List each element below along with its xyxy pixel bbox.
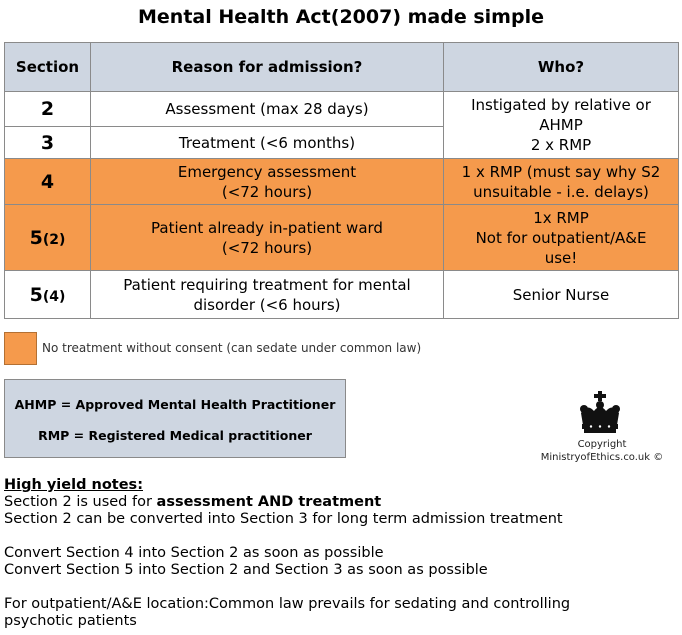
note-line: Section 2 is used for assessment AND treatment (4, 494, 382, 510)
table-row (5, 271, 679, 319)
header-who: Who? (444, 43, 679, 92)
note-line: Section 2 can be converted into Section 3 for long term admission treatment (4, 511, 563, 527)
who-cell: 1 x RMP (must say why S2 unsuitable - i.e. delays) (444, 159, 679, 205)
reason-cell: Emergency assessment (<72 hours) (91, 159, 444, 205)
notes-heading: High yield notes: (4, 477, 143, 493)
who-cell: Senior Nurse (444, 271, 679, 319)
crown-icon (577, 391, 623, 435)
definition-ahmp: AHMP = Approved Mental Health Practitioner (14, 397, 336, 412)
note-line: For outpatient/A&E location:Common law prevails for sedating and controlling (4, 596, 571, 612)
table-row (5, 205, 679, 271)
section-number: 5(2) (5, 205, 91, 271)
note-line: Convert Section 5 into Section 2 and Section 3 as soon as possible (4, 562, 488, 578)
section-number: 4 (5, 159, 91, 205)
note-line: psychotic patients (4, 613, 137, 629)
section-number: 5(4) (5, 271, 91, 319)
mha-sections-table (4, 42, 679, 319)
reason-cell: Assessment (max 28 days) (91, 92, 444, 127)
table-row (5, 92, 679, 127)
definitions-box (4, 379, 346, 458)
note-line: Convert Section 4 into Section 2 as soon as possible (4, 545, 384, 561)
reason-cell: Patient requiring treatment for mental disorder (<6 hours) (91, 271, 444, 319)
section-number: 2 (5, 92, 91, 127)
high-yield-notes (4, 477, 678, 630)
definition-rmp: RMP = Registered Medical practitioner (38, 428, 312, 443)
reason-cell: Treatment (<6 months) (91, 127, 444, 159)
page-title: Mental Health Act(2007) made simple (138, 6, 544, 28)
table-row (5, 159, 679, 205)
header-section: Section (5, 43, 91, 92)
section-number: 3 (5, 127, 91, 159)
copyright-note: Copyright MinistryofEthics.co.uk © (540, 439, 664, 463)
header-reason: Reason for admission? (91, 43, 444, 92)
legend-label: No treatment without consent (can sedate under common law) (42, 341, 422, 355)
who-cell: Instigated by relative or AHMP 2 x RMP (444, 92, 679, 159)
table-header-row (5, 43, 679, 92)
who-cell: 1x RMP Not for outpatient/A&E use! (444, 205, 679, 271)
reason-cell: Patient already in-patient ward (<72 hours) (91, 205, 444, 271)
legend-swatch (4, 332, 37, 365)
